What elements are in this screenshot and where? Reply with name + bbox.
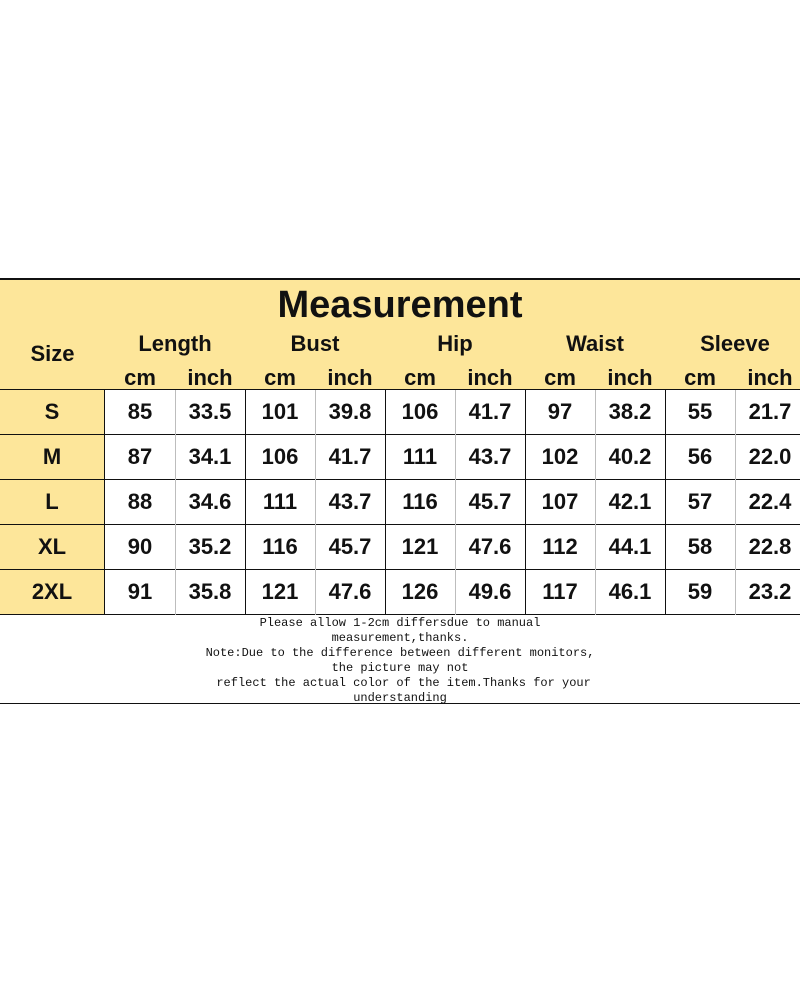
value-cell: 121 — [385, 525, 455, 569]
value-cell: 45.7 — [315, 525, 385, 569]
value-cell: 34.6 — [175, 480, 245, 524]
unit-header: cm — [544, 365, 576, 390]
value-cell: 33.5 — [175, 390, 245, 434]
unit-header: inch — [327, 365, 373, 390]
size-column-header: Size — [30, 341, 75, 366]
column-divider — [595, 390, 596, 615]
value-cell: 106 — [245, 435, 315, 479]
value-cell: 121 — [245, 570, 315, 614]
value-cell: 97 — [525, 390, 595, 434]
unit-header: cm — [404, 365, 436, 390]
value-cell: 107 — [525, 480, 595, 524]
column-divider — [735, 390, 736, 615]
note-line: Please allow 1-2cm differsdue to manual — [259, 616, 541, 630]
value-cell: 111 — [245, 480, 315, 524]
value-cell: 45.7 — [455, 480, 525, 524]
note-line: reflect the actual color of the item.Thanks for your — [209, 676, 591, 690]
value-cell: 56 — [665, 435, 735, 479]
value-cell: 85 — [105, 390, 175, 434]
value-cell: 101 — [245, 390, 315, 434]
value-cell: 47.6 — [455, 525, 525, 569]
value-cell: 43.7 — [455, 435, 525, 479]
value-cell: 57 — [665, 480, 735, 524]
table-row — [0, 435, 800, 480]
column-divider — [175, 390, 176, 615]
unit-header: inch — [187, 365, 233, 390]
unit-header: inch — [467, 365, 513, 390]
value-cell: 40.2 — [595, 435, 665, 479]
column-divider — [315, 390, 316, 615]
value-cell: 34.1 — [175, 435, 245, 479]
value-cell: 91 — [105, 570, 175, 614]
value-cell: 22.8 — [735, 525, 800, 569]
column-group-header: Sleeve — [700, 331, 770, 356]
size-cell: M — [0, 435, 105, 479]
value-cell: 88 — [105, 480, 175, 524]
table-row — [0, 525, 800, 570]
column-group-header: Bust — [290, 331, 340, 356]
unit-header: cm — [264, 365, 296, 390]
value-cell: 49.6 — [455, 570, 525, 614]
table-row — [0, 570, 800, 615]
unit-header: inch — [747, 365, 793, 390]
value-cell: 58 — [665, 525, 735, 569]
value-cell: 55 — [665, 390, 735, 434]
value-cell: 126 — [385, 570, 455, 614]
size-cell: 2XL — [0, 570, 105, 614]
measurement-table — [0, 278, 800, 704]
value-cell: 116 — [385, 480, 455, 524]
table-row — [0, 390, 800, 435]
value-cell: 22.0 — [735, 435, 800, 479]
value-cell: 116 — [245, 525, 315, 569]
value-cell: 44.1 — [595, 525, 665, 569]
table-header — [0, 278, 800, 390]
value-cell: 102 — [525, 435, 595, 479]
value-cell: 38.2 — [595, 390, 665, 434]
value-cell: 59 — [665, 570, 735, 614]
value-cell: 87 — [105, 435, 175, 479]
value-cell: 111 — [385, 435, 455, 479]
value-cell: 46.1 — [595, 570, 665, 614]
value-cell: 117 — [525, 570, 595, 614]
unit-header: cm — [124, 365, 156, 390]
value-cell: 39.8 — [315, 390, 385, 434]
value-cell: 42.1 — [595, 480, 665, 524]
table-title: Measurement — [277, 284, 523, 326]
value-cell: 112 — [525, 525, 595, 569]
unit-header: cm — [684, 365, 716, 390]
column-divider — [455, 390, 456, 615]
column-divider — [665, 390, 666, 615]
value-cell: 35.8 — [175, 570, 245, 614]
value-cell: 35.2 — [175, 525, 245, 569]
value-cell: 106 — [385, 390, 455, 434]
column-divider — [385, 390, 386, 615]
column-group-header: Waist — [566, 331, 624, 356]
value-cell: 21.7 — [735, 390, 800, 434]
value-cell: 90 — [105, 525, 175, 569]
table-row — [0, 480, 800, 525]
column-divider — [525, 390, 526, 615]
value-cell: 47.6 — [315, 570, 385, 614]
value-cell: 43.7 — [315, 480, 385, 524]
value-cell: 41.7 — [455, 390, 525, 434]
value-cell: 41.7 — [315, 435, 385, 479]
note-line: understanding — [353, 691, 447, 705]
note-line: measurement,thanks. — [331, 631, 469, 645]
unit-header: inch — [607, 365, 653, 390]
notes — [0, 615, 800, 704]
size-cell: XL — [0, 525, 105, 569]
size-cell: L — [0, 480, 105, 524]
column-divider — [245, 390, 246, 615]
note-line: Note:Due to the difference between different monitors, — [205, 646, 595, 660]
column-group-header: Hip — [437, 331, 473, 356]
value-cell: 22.4 — [735, 480, 800, 524]
column-group-header: Length — [138, 331, 212, 356]
size-cell: S — [0, 390, 105, 434]
value-cell: 23.2 — [735, 570, 800, 614]
note-line: the picture may not — [331, 661, 469, 675]
